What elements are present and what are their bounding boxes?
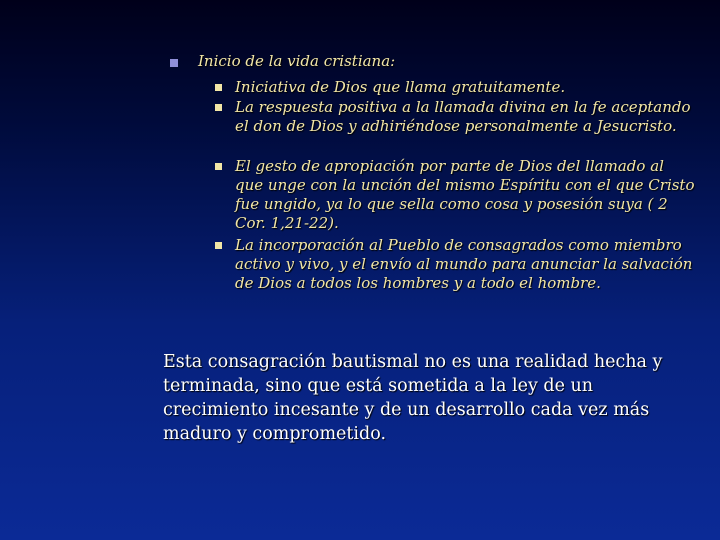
square-bullet-icon [215,104,222,111]
sub-bullet-list [215,78,695,312]
sub-bullet-item [215,98,695,157]
square-bullet-icon [170,59,178,67]
sub-bullet-text: Iniciativa de Dios que llama gratuitamente. [235,78,566,96]
sub-bullet-text: El gesto de apropiación por parte de Dios del llamado al que unge con la unción del mismo Espíritu con el que Cristo fue ungido, ya lo que sella como cosa y posesión suya ( 2 Cor. 1,21-22). [235,157,695,232]
square-bullet-icon [215,84,222,91]
sub-bullet-item [215,78,695,98]
sub-bullet-text: La incorporación al Pueblo de consagrados como miembro activo y vivo, y el envío al mundo para anunciar la salvación de Dios a todos los hombres y a todo el hombre. [235,236,693,292]
sub-bullet-item [215,236,695,312]
main-bullet-text: Inicio de la vida cristiana: [198,52,396,70]
body-paragraph: Esta consagración bautismal no es una realidad hecha y terminada, sino que está sometida a la ley de un crecimiento incesante y de un desarrollo cada vez más maduro y comprometido. [163,352,663,444]
square-bullet-icon [215,242,222,249]
main-bullet-item [170,52,690,71]
square-bullet-icon [215,163,222,170]
sub-bullet-text: La respuesta positiva a la llamada divina en la fe aceptando el don de Dios y adhiriéndose personalmente a Jesucristo. [235,98,691,135]
sub-bullet-item [215,157,695,236]
